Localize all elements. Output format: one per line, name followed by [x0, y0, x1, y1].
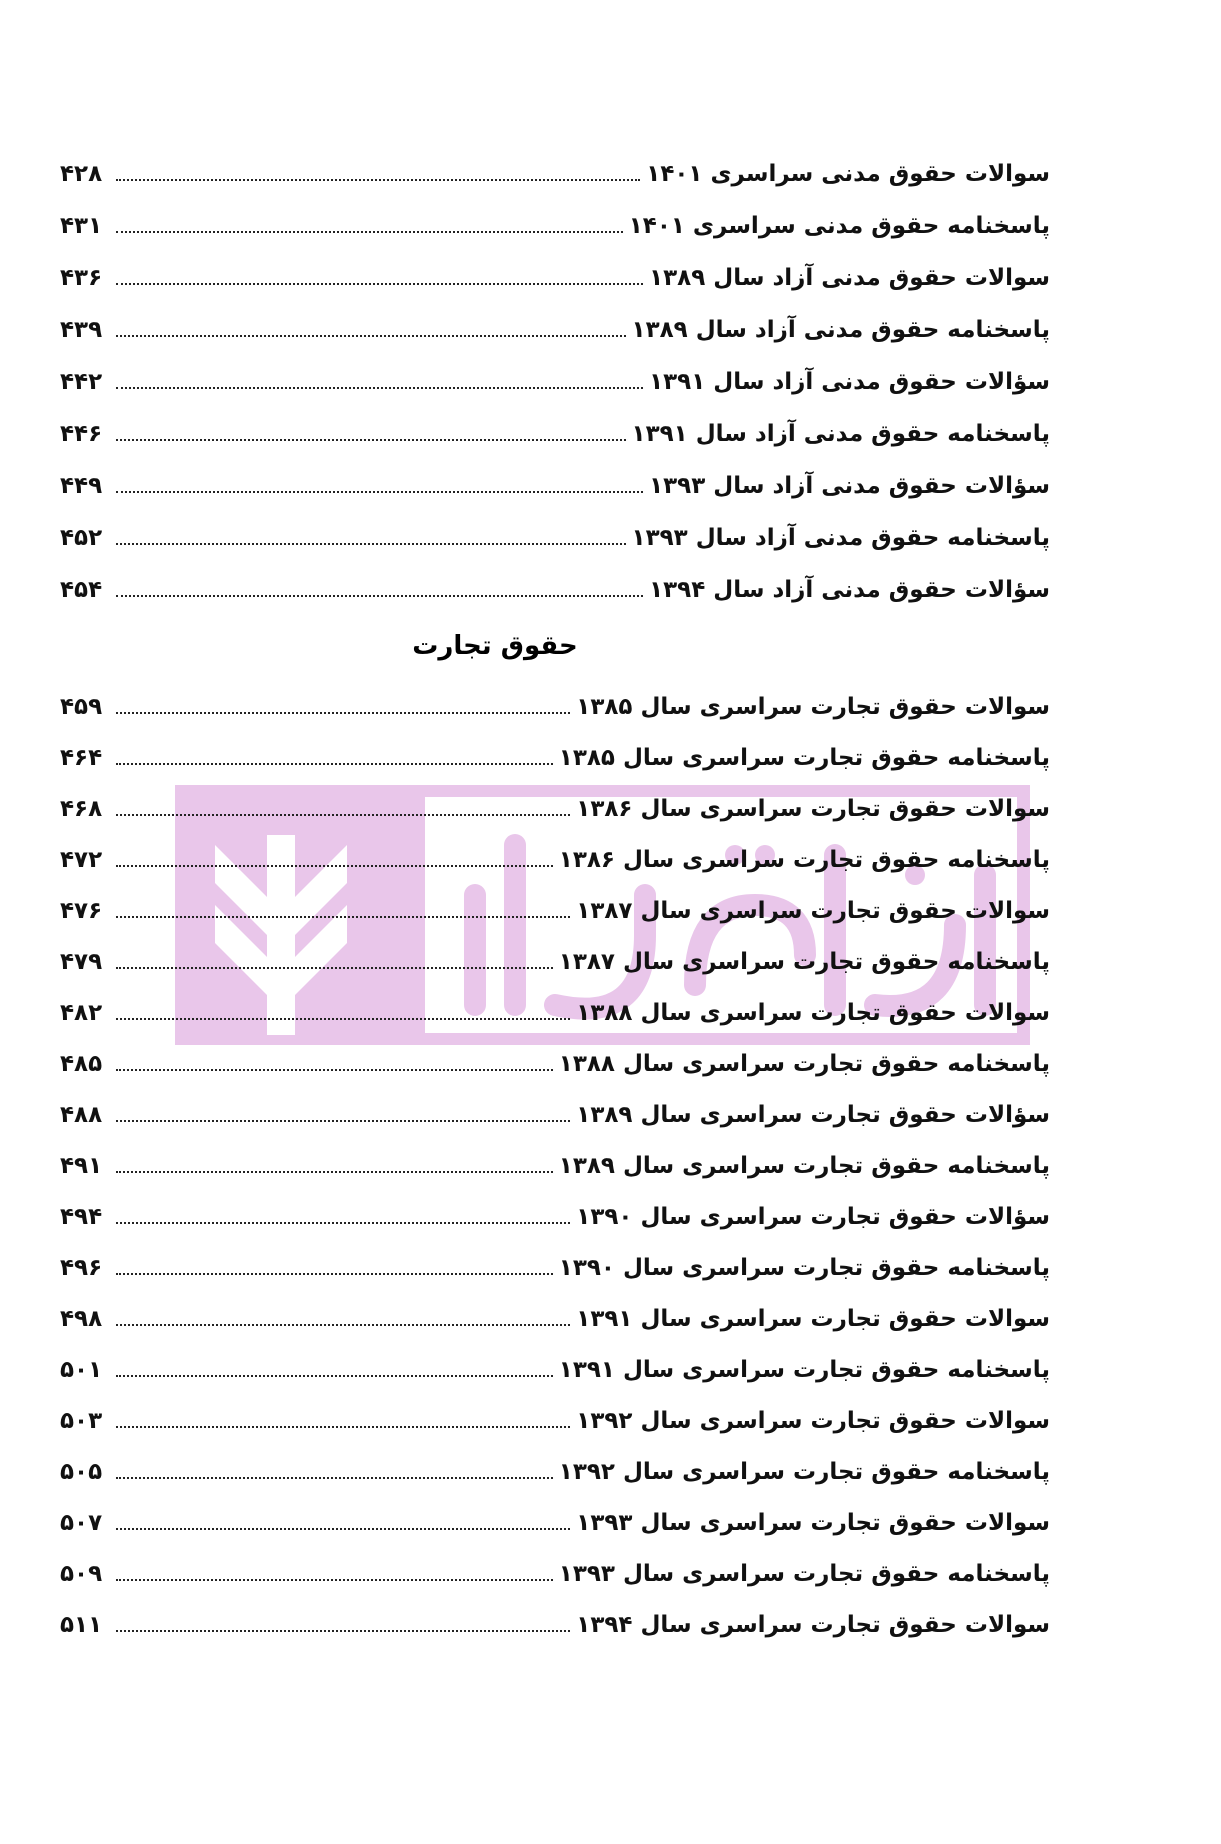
toc-leader-dots — [116, 490, 643, 493]
toc-leader-dots — [116, 813, 570, 816]
toc-entry — [60, 1138, 1050, 1189]
toc-leader-dots — [116, 1527, 570, 1530]
toc-leader-dots — [116, 386, 643, 389]
toc-entry-page: ۴۸۵ — [60, 1051, 103, 1077]
toc-entry-page: ۵۰۵ — [60, 1459, 103, 1485]
toc-entry-title: پاسخنامه حقوق تجارت سراسری سال ۱۳۸۵ — [558, 745, 1050, 771]
toc-entry-title: پاسخنامه حقوق تجارت سراسری سال ۱۳۹۱ — [558, 1357, 1050, 1383]
toc-entry — [60, 781, 1050, 832]
toc-entry-title: سوالات حقوق تجارت سراسری سال ۱۳۹۱ — [576, 1306, 1050, 1332]
toc-entry — [60, 883, 1050, 934]
toc-leader-dots — [116, 1017, 570, 1020]
toc-entry — [60, 353, 1050, 405]
toc-entry-page: ۴۹۸ — [60, 1306, 103, 1332]
toc-leader-dots — [116, 711, 570, 714]
toc-entry-page: ۴۳۹ — [60, 317, 103, 343]
toc-leader-dots — [116, 594, 643, 597]
toc-entry-title: پاسخنامه حقوق مدنی سراسری ۱۴۰۱ — [628, 213, 1050, 239]
toc-leader-dots — [116, 178, 640, 181]
toc-leader-dots — [116, 1629, 570, 1632]
toc-entry-title: پاسخنامه حقوق مدنی آزاد سال ۱۳۹۱ — [631, 421, 1050, 447]
toc-entry-page: ۴۳۶ — [60, 265, 103, 291]
toc-entry-title: پاسخنامه حقوق تجارت سراسری سال ۱۳۸۶ — [558, 847, 1050, 873]
toc-entry-title: سوالات حقوق تجارت سراسری سال ۱۳۸۶ — [576, 796, 1050, 822]
toc-entry — [60, 679, 1050, 730]
toc-group-commercial — [60, 679, 1050, 1648]
toc-entry — [60, 1240, 1050, 1291]
toc-entry — [60, 1597, 1050, 1648]
toc-entry-page: ۴۵۹ — [60, 694, 103, 720]
toc-entry-page: ۴۵۴ — [60, 577, 103, 603]
toc-entry — [60, 197, 1050, 249]
toc-entry-title: سؤالات حقوق مدنی آزاد سال ۱۳۹۴ — [649, 577, 1050, 603]
toc-leader-dots — [116, 1476, 553, 1479]
toc-leader-dots — [116, 1578, 553, 1581]
table-of-contents — [60, 145, 1050, 1648]
toc-entry-title: سوالات حقوق تجارت سراسری سال ۱۳۹۳ — [576, 1510, 1050, 1536]
toc-entry-page: ۴۴۹ — [60, 473, 103, 499]
toc-entry-page: ۴۶۸ — [60, 796, 103, 822]
toc-group-civil — [60, 145, 1050, 613]
toc-entry-title: سوالات حقوق مدنی آزاد سال ۱۳۸۹ — [649, 265, 1050, 291]
toc-entry-page: ۵۱۱ — [60, 1612, 103, 1638]
toc-entry-title: سؤالات حقوق مدنی آزاد سال ۱۳۹۱ — [649, 369, 1050, 395]
toc-entry-title: سوالات حقوق مدنی سراسری ۱۴۰۱ — [646, 161, 1050, 187]
section-heading-text: حقوق تجارت — [412, 631, 578, 661]
toc-entry-title: پاسخنامه حقوق تجارت سراسری سال ۱۳۹۳ — [558, 1561, 1050, 1587]
toc-leader-dots — [116, 1221, 570, 1224]
toc-entry-title: پاسخنامه حقوق مدنی آزاد سال ۱۳۹۳ — [631, 525, 1050, 551]
toc-entry — [60, 1087, 1050, 1138]
toc-leader-dots — [116, 1068, 553, 1071]
toc-entry — [60, 145, 1050, 197]
toc-entry — [60, 301, 1050, 353]
toc-entry-page: ۵۰۱ — [60, 1357, 103, 1383]
toc-leader-dots — [116, 1170, 553, 1173]
toc-entry-title: سؤالات حقوق تجارت سراسری سال ۱۳۸۹ — [576, 1102, 1050, 1128]
toc-entry — [60, 985, 1050, 1036]
toc-entry-page: ۴۷۶ — [60, 898, 103, 924]
toc-entry-page: ۴۶۴ — [60, 745, 103, 771]
toc-entry — [60, 405, 1050, 457]
toc-entry — [60, 1189, 1050, 1240]
toc-entry — [60, 1291, 1050, 1342]
toc-entry-page: ۴۷۹ — [60, 949, 103, 975]
toc-entry-title: سوالات حقوق تجارت سراسری سال ۱۳۸۷ — [576, 898, 1050, 924]
toc-entry-title: سؤالات حقوق مدنی آزاد سال ۱۳۹۳ — [649, 473, 1050, 499]
section-heading — [60, 613, 1050, 679]
toc-leader-dots — [116, 1374, 553, 1377]
toc-leader-dots — [116, 334, 626, 337]
toc-entry-page: ۵۰۹ — [60, 1561, 103, 1587]
toc-entry — [60, 1342, 1050, 1393]
toc-entry — [60, 832, 1050, 883]
toc-entry-title: پاسخنامه حقوق تجارت سراسری سال ۱۳۸۹ — [558, 1153, 1050, 1179]
toc-leader-dots — [116, 542, 626, 545]
toc-leader-dots — [116, 230, 623, 233]
toc-entry-title: سوالات حقوق تجارت سراسری سال ۱۳۹۲ — [576, 1408, 1050, 1434]
toc-entry — [60, 1036, 1050, 1087]
toc-leader-dots — [116, 915, 570, 918]
toc-leader-dots — [116, 762, 553, 765]
toc-entry — [60, 1444, 1050, 1495]
toc-entry-page: ۴۸۸ — [60, 1102, 103, 1128]
toc-entry-page: ۵۰۳ — [60, 1408, 103, 1434]
toc-entry — [60, 457, 1050, 509]
toc-entry-page: ۴۴۶ — [60, 421, 103, 447]
toc-entry — [60, 730, 1050, 781]
toc-leader-dots — [116, 864, 553, 867]
toc-entry-title: پاسخنامه حقوق مدنی آزاد سال ۱۳۸۹ — [631, 317, 1050, 343]
toc-entry — [60, 1393, 1050, 1444]
toc-entry-page: ۴۷۲ — [60, 847, 103, 873]
toc-entry-title: پاسخنامه حقوق تجارت سراسری سال ۱۳۹۰ — [558, 1255, 1050, 1281]
toc-entry-title: سؤالات حقوق تجارت سراسری سال ۱۳۹۰ — [576, 1204, 1050, 1230]
toc-leader-dots — [116, 1272, 553, 1275]
toc-leader-dots — [116, 282, 643, 285]
toc-entry-page: ۴۹۱ — [60, 1153, 103, 1179]
toc-leader-dots — [116, 1119, 570, 1122]
toc-entry — [60, 249, 1050, 301]
toc-entry-title: پاسخنامه حقوق تجارت سراسری سال ۱۳۸۷ — [558, 949, 1050, 975]
toc-entry — [60, 1495, 1050, 1546]
toc-entry — [60, 1546, 1050, 1597]
toc-entry-page: ۵۰۷ — [60, 1510, 103, 1536]
toc-leader-dots — [116, 1323, 570, 1326]
toc-entry — [60, 509, 1050, 561]
toc-entry-page: ۴۵۲ — [60, 525, 103, 551]
toc-entry-page: ۴۹۶ — [60, 1255, 103, 1281]
toc-entry-title: پاسخنامه حقوق تجارت سراسری سال ۱۳۹۲ — [558, 1459, 1050, 1485]
toc-leader-dots — [116, 966, 553, 969]
toc-entry-title: سوالات حقوق تجارت سراسری سال ۱۳۹۴ — [576, 1612, 1050, 1638]
toc-entry-page: ۴۳۱ — [60, 213, 103, 239]
toc-entry-page: ۴۴۲ — [60, 369, 103, 395]
toc-entry-page: ۴۸۲ — [60, 1000, 103, 1026]
toc-entry-title: سوالات حقوق تجارت سراسری سال ۱۳۸۵ — [576, 694, 1050, 720]
toc-entry-page: ۴۹۴ — [60, 1204, 103, 1230]
toc-entry — [60, 561, 1050, 613]
toc-leader-dots — [116, 1425, 570, 1428]
toc-entry-title: سوالات حقوق تجارت سراسری سال ۱۳۸۸ — [576, 1000, 1050, 1026]
toc-entry-page: ۴۲۸ — [60, 161, 103, 187]
toc-entry — [60, 934, 1050, 985]
toc-entry-title: پاسخنامه حقوق تجارت سراسری سال ۱۳۸۸ — [558, 1051, 1050, 1077]
toc-leader-dots — [116, 438, 626, 441]
